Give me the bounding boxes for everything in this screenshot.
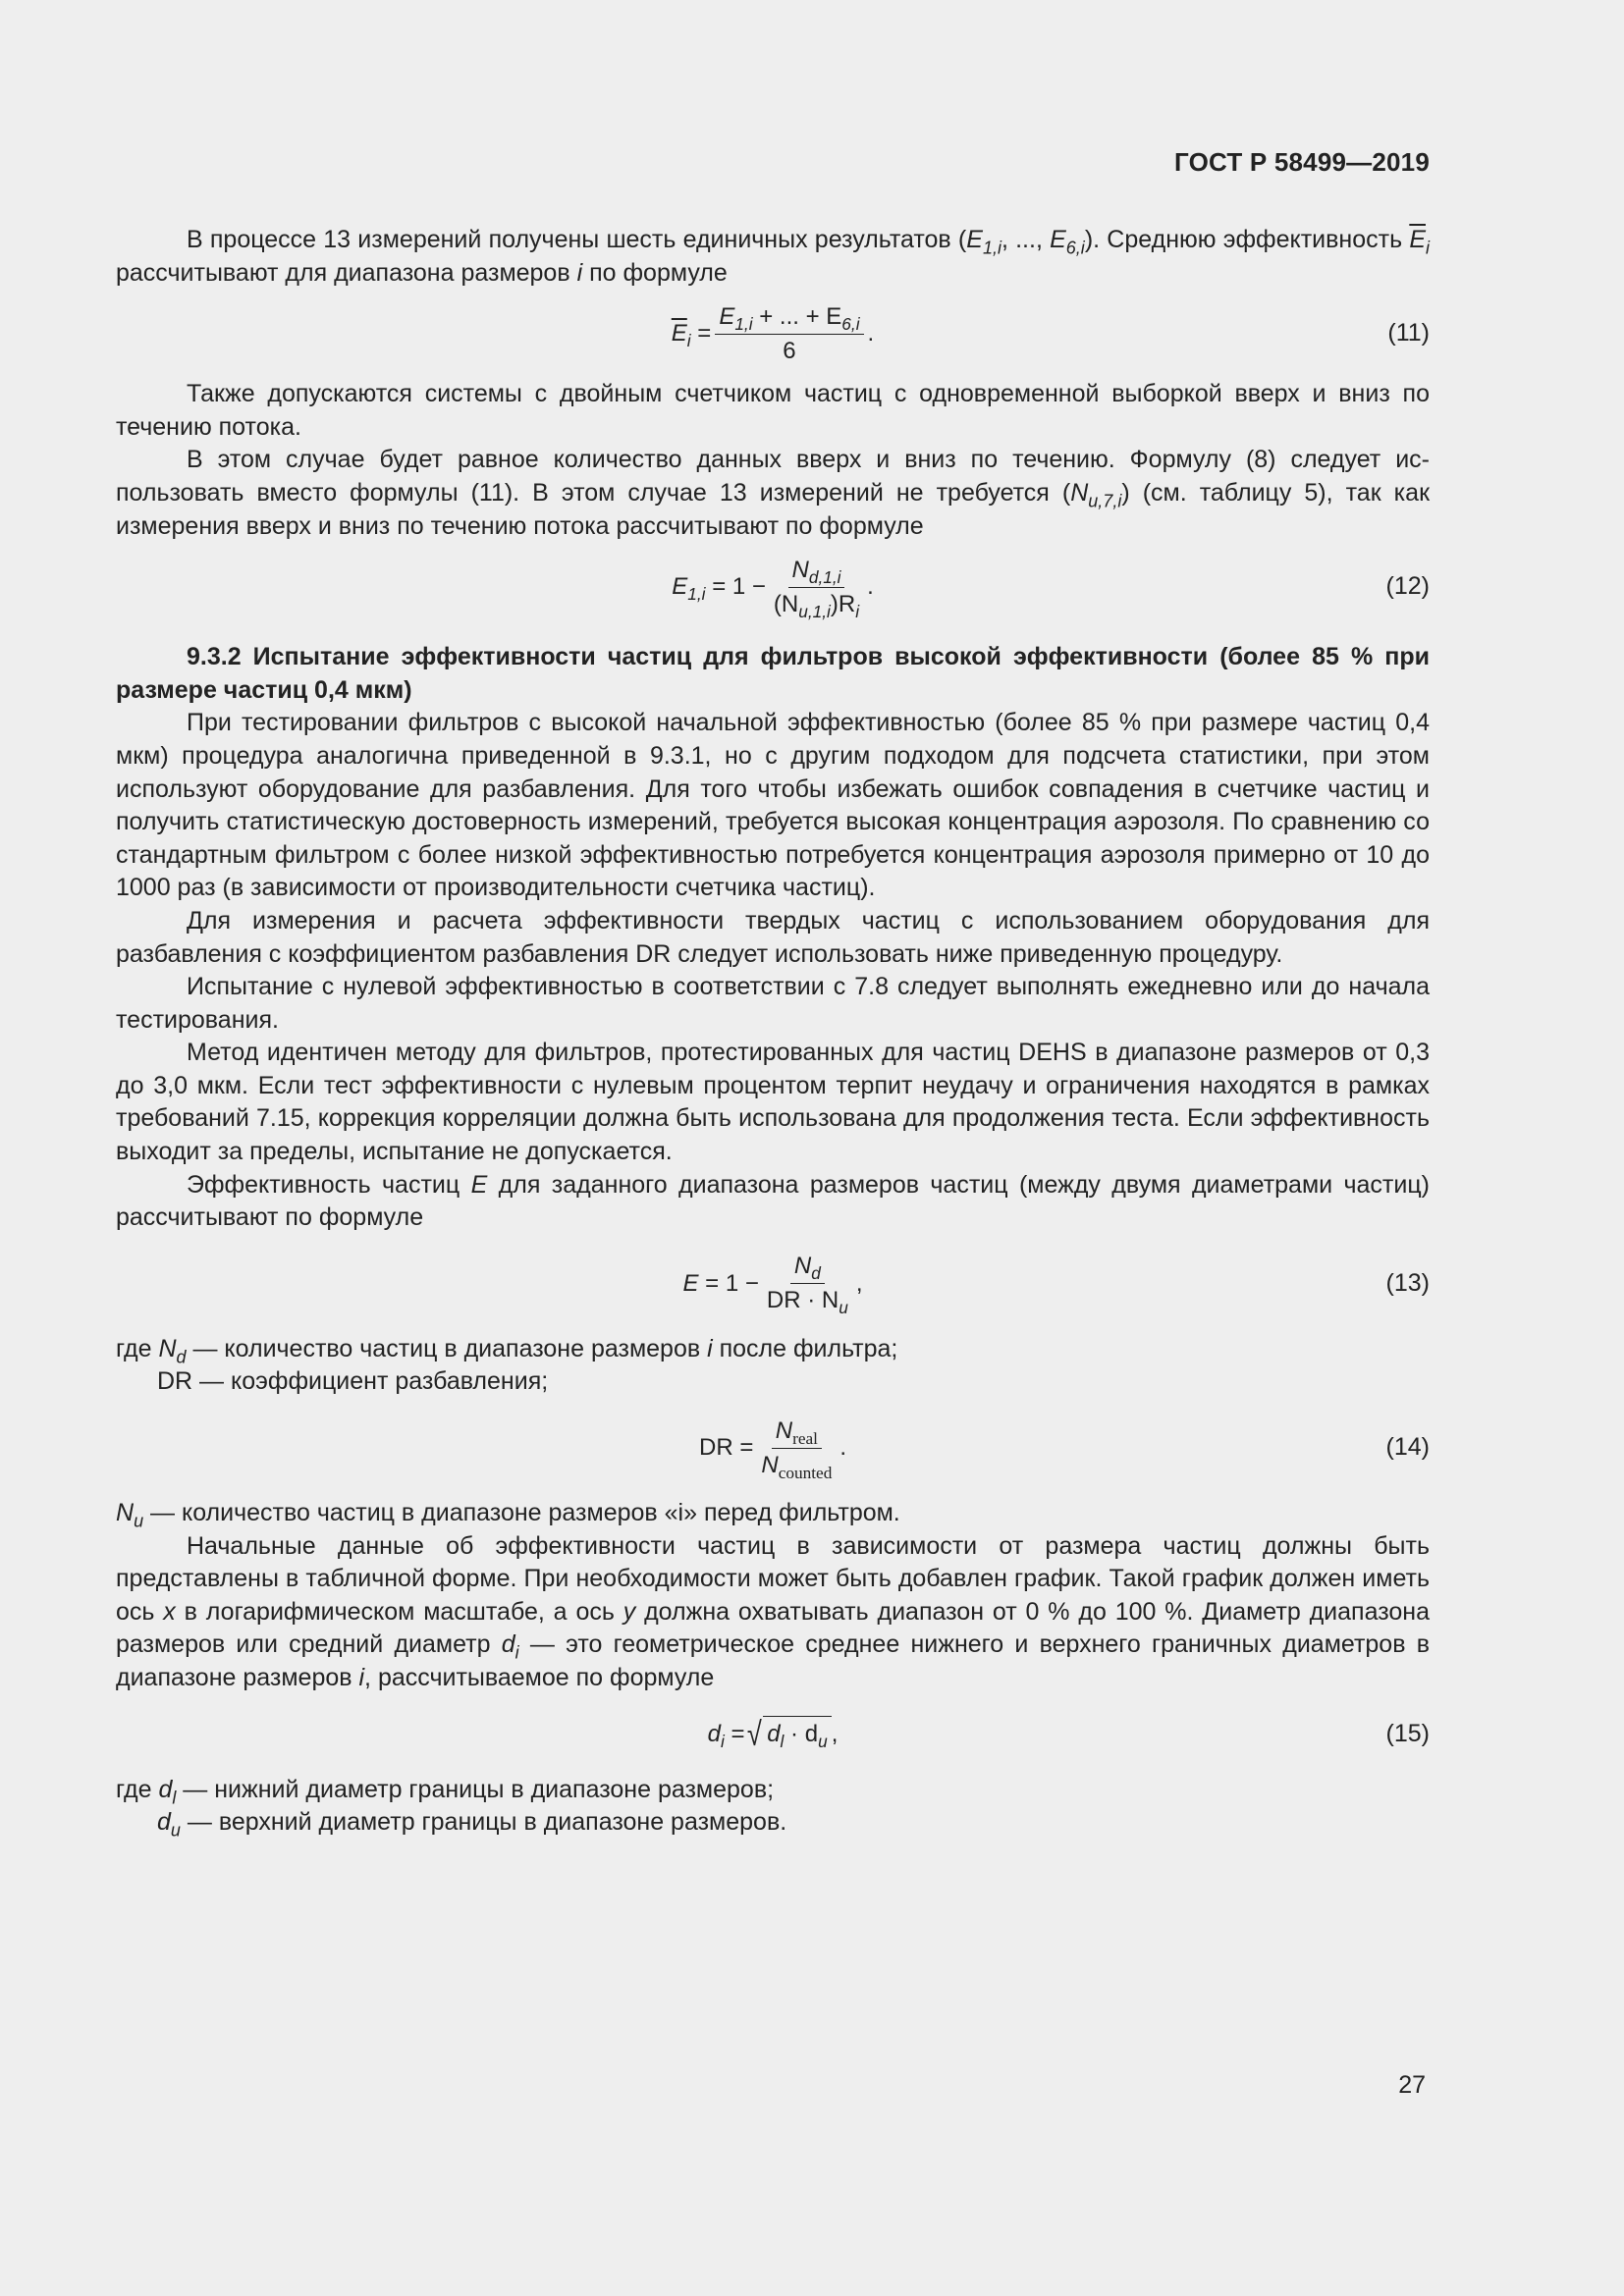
section-heading: 9.3.2 Испытание эффективности частиц для фильтров высокой эффективности (более 85 % при размере частиц 0,4 мкм) bbox=[116, 643, 1430, 704]
paragraph: В этом случае будет равное количество данных вверх и вниз по течению. Формулу (8) следует использовать вместо формулы (11). В этом случае 13 измерений не требуется $(N_{u,7,i})$ (см. таблицу 5), так как измерения вверх и вниз по течению потока рассчитывают по формуле bbox=[116, 446, 1431, 540]
formula-number: (15) bbox=[1385, 1719, 1430, 1747]
fraction: $\frac{N_{real}}{N_{counted}}$ bbox=[761, 1416, 833, 1482]
fraction: $\frac{E_{1,i} + ... + E_{6,i}}{6}$ bbox=[715, 302, 863, 366]
formula-12: $E_{1,i} = 1$ − $\frac{N_{d,1,i}}{(N_{u,1,i})R_i}$ . (12) bbox=[672, 556, 1430, 621]
paragraph: В процессе 13 измерений получены шесть единичных результатов ($E_{1,i}$, ..., $E_{6,i}$). Среднюю эффективность $\overline{E}_i$ рассчитывают для диапазона размеров i по формуле bbox=[116, 226, 1430, 287]
paragraph: Испытание с нулевой эффективностью в соответствии с 7.8 следует выполнять ежедневно или до начала тестирования. bbox=[116, 973, 1430, 1034]
formula-15: $d_i$ = √ $d_l \cdot d_u$ , (15) bbox=[707, 1715, 1430, 1753]
formula-13: E = 1 − $\frac{N_d}{DR \cdot N_u}$ , (13) bbox=[682, 1253, 1430, 1318]
paragraph: При тестировании фильтров с высокой начальной эффективностью (более 85 % при размере частиц 0,4 мкм) процедура аналогична приведенной в 9.3.1, но с другим подходом для подсчета статистики, при этом используют оборудование для разбавления. Для того чтобы избежать ошибок совпадения в счетчике частиц и получить статистическую достоверность измерений, требуется высокая концентрация аэрозоля. По сравнению со стандартным фильтром с более низкой эффективностью потребуется концентрация аэрозоля примерно от 10 до 1000 раз (в зависимости от производительности счетчика частиц). bbox=[116, 709, 1430, 902]
standard-number: ГОСТ Р 58499—2019 bbox=[1174, 147, 1430, 177]
formula-number: (12) bbox=[1385, 572, 1430, 601]
where-line: $d_u$ — верхний диаметр границы в диапазоне размеров. bbox=[157, 1808, 787, 1841]
formula-number: (13) bbox=[1385, 1269, 1430, 1298]
square-root: √ $d_l \cdot d_u$ bbox=[745, 1716, 832, 1753]
fraction: $\frac{N_d}{DR \cdot N_u}$ bbox=[766, 1253, 848, 1318]
where-line: DR — коэффициент разбавления; bbox=[157, 1367, 549, 1396]
where-line: где $N_d$ — количество частиц в диапазоне размеров i после фильтра; bbox=[116, 1334, 898, 1367]
page-number: 27 bbox=[1398, 2071, 1426, 2099]
fraction: $\frac{N_{d,1,i}}{(N_{u,1,i})R_i}$ bbox=[773, 556, 860, 621]
paragraph: Начальные данные об эффективности частиц в зависимости от размера частиц должны быть представлены в табличной форме. При необходимости может быть добавлен график. Такой график должен иметь ось x в логарифмическом масштабе, а ось y должна охватывать диапазон от 0 % до 100 %. Диаметр диапазона размеров или средний диаметр $d_i$ — это геометрическое среднее нижнего и верхнего граничных диаметров в диапазоне размеров i, рассчитываемое по формуле bbox=[116, 1531, 1431, 1691]
paragraph: Метод идентичен методу для фильтров, протестированных для частиц DEHS в диапазоне размеров от 0,3 до 3,0 мкм. Если тест эффективности с нулевым процентом терпит неудачу и ограничения находятся в рамках требований 7.15, коррекция корреляции должна быть использована для продолжения теста. Если эффективность выходит за пределы, испытание не допускается. bbox=[116, 1039, 1430, 1166]
page-content bbox=[116, 224, 1430, 1840]
formula-number: (11) bbox=[1387, 319, 1430, 347]
paragraph: Эффективность частиц E для заданного диапазона размеров частиц (между двумя диаметрами частиц) рассчитывают по формуле bbox=[116, 1170, 1430, 1232]
where-line: где $d_l$ — нижний диаметр границы в диапазоне размеров; bbox=[116, 1775, 775, 1807]
paragraph: Для измерения и расчета эффективности твердых частиц с использованием оборудования для разбавления с коэффициентом разбавления DR следует использовать ниже приведенную процедуру. bbox=[116, 906, 1430, 968]
formula-number: (14) bbox=[1385, 1433, 1430, 1462]
formula-14: DR = $\frac{N_{real}}{N_{counted}}$ . (14) bbox=[698, 1416, 1430, 1482]
paragraph: Также допускаются системы с двойным счетчиком частиц с одновременной выборкой вверх и вниз по течению потока. bbox=[116, 380, 1430, 441]
formula-11: $\overline{E}_i$ = $\frac{E_{1,i} + ... + E_{6,i}}{6}$ . (11) bbox=[671, 302, 1430, 364]
where-line: $N_u$ — количество частиц в диапазоне размеров «i» перед фильтром. bbox=[116, 1499, 900, 1531]
